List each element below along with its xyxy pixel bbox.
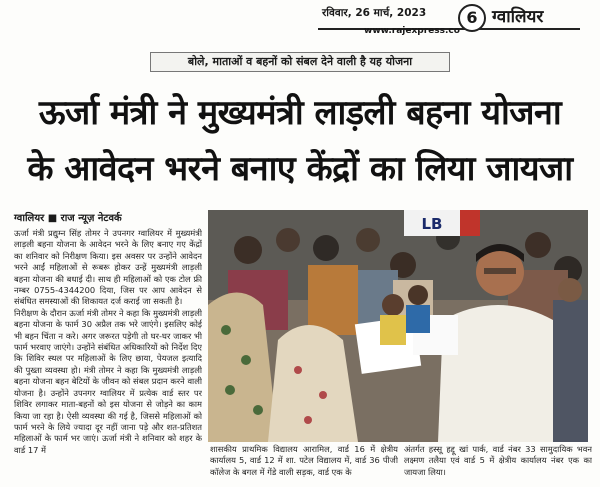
page-number-badge: 6 [458, 4, 486, 32]
header-website: www.rajexpress.co [364, 26, 460, 36]
photo-illustration [208, 210, 588, 442]
article-kicker: बोले, माताओं व बहनों को संबल देने वाली है यह योजना [150, 52, 450, 72]
header-date: रविवार, 26 मार्च, 2023 [322, 7, 427, 19]
edition-name: ग्वालियर [492, 7, 544, 27]
photo-caption-col1: शासकीय प्राथमिक विद्यालय आरामिल, वार्ड 16 में क्षेत्रीय कार्यालय 5, वार्ड 12 में शा. पटेल विद्यालय में, वार्ड 36 पीजी कॉलेज के बगल में गेंडे वाली सड़क, वार्ड एक के [210, 444, 398, 477]
body-paragraph-2: निरीक्षण के दौरान ऊर्जा मंत्री तोमर ने कहा कि मुख्यमंत्री लाड़ली बहना योजना के फार्म 30 अप्रैल तक भरे जाएंगे। इसलिए कोई भी बहन चिंता न करे। अगर जरूरत पड़ेगी तो घर-घर जाकर भी फार्म भरवाए जाएंगे। उन्होंने संबंधित अधिकारियों को निर्देश दिए कि शिविर स्थल पर महिलाओं के लिए छाया, पेयजल इत्यादि की पुख्ता व्यवस्था हो। मंत्री तोमर ने कहा कि मुख्यमंत्री लाड़ली बहना योजना बहन बेटियों के जीवन को संबल प्रदान करने वाली योजना है। उन्होंने उपनगर ग्वालियर में प्रत्येक वार्ड स्तर पर शिविर लगाकर माता-बहनों को इस योजना से जोड़ने का काम किया जा रहा है। ऐसी व्यवस्था की गई है, जिससे महिलाओं को फार्म भरने के लिये ज्यादा दूर नहीं जाना पड़े और शत-प्रतिशत महिलाओं के फार्म भर जाएं। ऊर्जा मंत्री ने शनिवार को शहर के वार्ड 17 में [14, 307, 202, 455]
body-paragraph-1: ऊर्जा मंत्री प्रद्युम्न सिंह तोमर ने उपनगर ग्वालियर में मुख्यमंत्री लाड़ली बहना योजना के आवेदन भरने के लिए बनाए गए केंद्रों का शनिवार को निरीक्षण किया। इस अवसर पर उन्होंने आवेदन भरने आईं महिलाओं से रूबरू होकर उन्हें मुख्यमंत्री लाड़ली बहना योजना की बधाई दी। साथ ही महिलाओं को एक टोल फ्री नम्बर 0755-4344200 दिया, जिस पर आप आवेदन से संबंधित समस्याओं की शिकायत दर्ज कराई जा सकती है। [14, 228, 202, 307]
headline-line-1: ऊर्जा मंत्री ने मुख्यमंत्री लाड़ली बहना योजना [38, 93, 562, 133]
byline: ग्वालियर ■ राज न्यूज़ नेटवर्क [14, 213, 122, 224]
news-photo [208, 210, 588, 442]
headline-line-2: के आवेदन भरने बनाए केंद्रों का लिया जायजा [27, 149, 573, 189]
page-header [318, 4, 580, 34]
photo-caption-col2: अंतर्गत हस्सू हद्दू खां पार्क, वार्ड नंबर 33 सामुदायिक भवन लक्ष्मण तलैया एवं वार्ड 5 में क्षेत्रीय कार्यालय नंबर एक का जायजा लिया। [404, 444, 592, 477]
article-body [14, 228, 202, 480]
banner-text: LB [421, 215, 443, 233]
